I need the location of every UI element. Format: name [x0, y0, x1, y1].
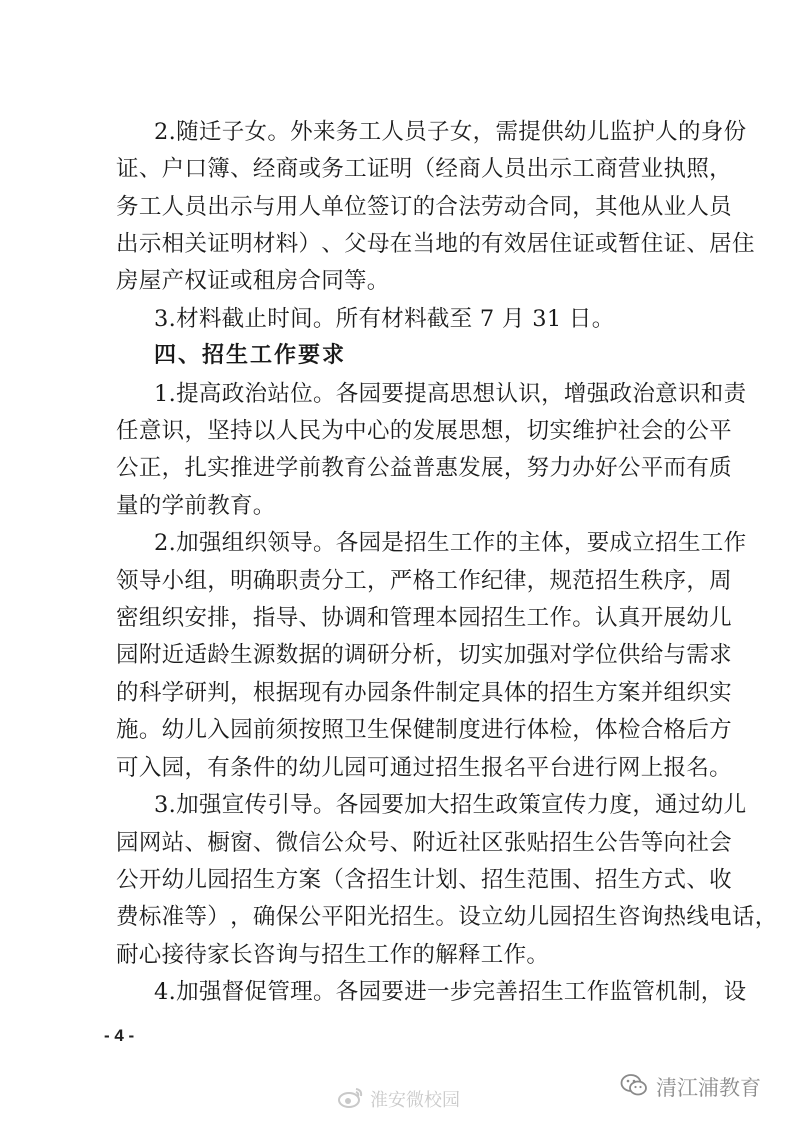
text-line: 任 意 识 ， 坚 持 以 人 民 为 中 心 的 发 展 思 想 ， 切 实 维 护 社 会 的 公 平	[116, 418, 732, 444]
text-line: 1 . 提 高 政 治 站 位 。 各 园 要 提 高 思 想 认 识 ， 增 强 政 治 意 识 和 责	[154, 381, 747, 407]
text-line: 领 导 小 组 ， 明 确 职 责 分 工 ， 严 格 工 作 纪 律 ， 规 范 招 生 秩 序 ， 周	[116, 568, 732, 594]
text-line: 务 工 人 员 出 示 与 用 人 单 位 签 订 的 合 法 劳 动 合 同 ， 其 他 从 业 人 员	[116, 194, 732, 220]
text-line: 2 . 加 强 组 织 领 导 。 各 园 是 招 生 工 作 的 主 体 ， 要 成 立 招 生 工 作	[154, 530, 747, 556]
text-line: 3 . 加 强 宣 传 引 导 。 各 园 要 加 大 招 生 政 策 宣 传 力 度 ， 通 过 幼 儿	[154, 792, 747, 818]
text-line: 施 。 幼 儿 入 园 前 须 按 照 卫 生 保 健 制 度 进 行 体 检 ， 体 检 合 格 后 方	[116, 717, 732, 743]
text-line: 2 . 随 迁 子 女 。 外 来 务 工 人 员 子 女 ， 需 提 供 幼 儿 监 护 人 的 身 份	[154, 119, 747, 145]
text-line: 耐心接待家长咨询与招生工作的解释工作。	[116, 942, 550, 968]
section-heading: 四、招生工作要求	[154, 343, 347, 368]
wechat-account-name: 清江浦教育	[656, 1076, 761, 1100]
text-line: 4 . 加 强 督 促 管 理 。 各 园 要 进 一 步 完 善 招 生 工 作 监 管 机 制 ， 设	[154, 979, 747, 1005]
text-line: 量的学前教育。	[116, 493, 276, 519]
text-line: 园 附 近 适 龄 生 源 数 据 的 调 研 分 析 ， 切 实 加 强 对 学 位 供 给 与 需 求	[116, 642, 732, 668]
watermark	[338, 1086, 460, 1112]
text-line: 密 组 织 安 排 ， 指 导 、 协 调 和 管 理 本 园 招 生 工 作 。 认 真 开 展 幼 儿	[116, 605, 732, 631]
text-line: 费 标 准 等 ） ， 确 保 公 平 阳 光 招 生 。 设 立 幼 儿 园 招 生 咨 询 热 线 电 话 ，	[116, 904, 778, 930]
text-line: 可 入 园 ， 有 条 件 的 幼 儿 园 可 通 过 招 生 报 名 平 台 进 行 网 上 报 名 。	[116, 755, 732, 781]
text-line: 房屋产权证或租房合同等。	[116, 268, 390, 294]
weibo-icon	[338, 1086, 364, 1113]
text-line: 证 、 户 口 簿 、 经 商 或 务 工 证 明 （ 经 商 人 员 出 示 工 商 营 业 执 照 ，	[116, 156, 732, 182]
wechat-account-tag	[620, 1072, 761, 1102]
text-line: 的 科 学 研 判 ， 根 据 现 有 办 园 条 件 制 定 具 体 的 招 生 方 案 并 组 织 实	[116, 680, 732, 706]
text-line: 出 示 相 关 证 明 材 料 ） 、 父 母 在 当 地 的 有 效 居 住 证 或 暂 住 证 、 居 住	[116, 231, 755, 257]
watermark-text: 淮安微校园	[370, 1090, 460, 1111]
text-line: 公 开 幼 儿 园 招 生 方 案 （ 含 招 生 计 划 、 招 生 范 围 、 招 生 方 式 、 收	[116, 867, 732, 893]
text-line: 3.材料截止时间。所有材料截至 7 月 31 日。	[154, 306, 615, 332]
text-line: 园 网 站 、 橱 窗 、 微 信 公 众 号 、 附 近 社 区 张 贴 招 生 公 告 等 向 社 会	[116, 830, 732, 856]
text-line: 公 正 ， 扎 实 推 进 学 前 教 育 公 益 普 惠 发 展 ， 努 力 办 好 公 平 而 有 质	[116, 455, 732, 481]
page-number: - 4 -	[104, 1026, 135, 1045]
wechat-icon	[620, 1073, 648, 1102]
